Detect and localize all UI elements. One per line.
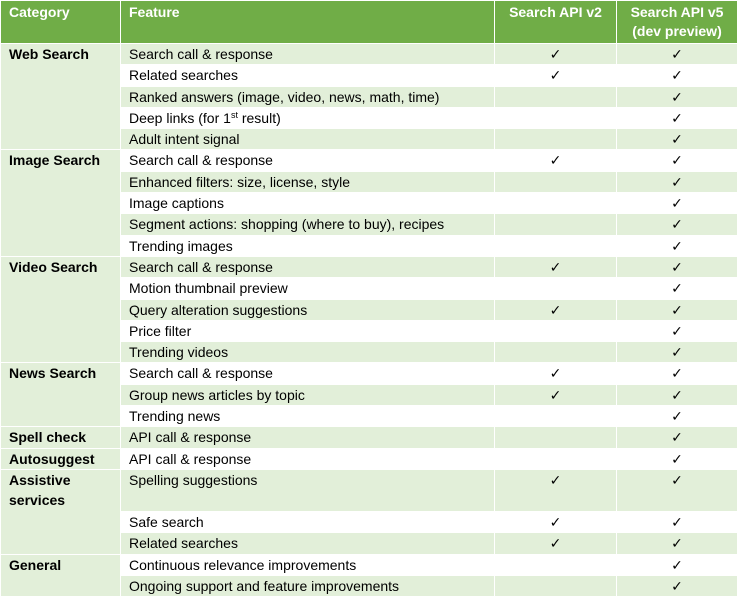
feature-cell: Group news articles by topic [121,384,495,405]
checkmark-icon: ✓ [671,173,683,190]
support-v2-cell [495,575,617,596]
category-cell [1,427,121,448]
support-v5-cell [617,406,737,427]
checkmark-icon: ✓ [549,365,562,382]
support-v5-cell [617,384,737,405]
category-label: Video Search [9,258,98,275]
checkmark-icon: ✓ [671,67,683,84]
feature-cell: Image captions [121,193,495,214]
support-v5-cell [617,575,737,596]
support-v5-cell [617,320,737,341]
checkmark-icon: ✓ [671,280,683,297]
support-v5-cell [617,107,737,128]
category-cell [1,256,121,362]
checkmark-icon: ✓ [671,365,683,382]
feature-cell: API call & response [121,427,495,448]
support-v5-cell [617,235,737,256]
support-v5-cell [617,256,737,277]
support-v5-cell [617,554,737,575]
feature-cell: Continuous relevance improvements [121,554,495,575]
support-v5-cell [617,150,737,171]
support-v5-cell [617,86,737,107]
category-label: Autosuggest [9,450,95,467]
feature-cell: Ongoing support and feature improvements [121,575,495,596]
checkmark-icon: ✓ [671,471,683,488]
category-label: Web Search [9,46,89,62]
superscript: st [230,109,238,120]
support-v2-cell [495,427,617,448]
category-label: Image Search [9,152,101,169]
feature-cell: Trending images [121,235,495,256]
feature-cell [121,107,495,128]
support-v5-cell [617,342,737,363]
category-label: Assistive [9,471,71,488]
checkmark-icon: ✓ [671,46,683,62]
table-row [1,256,737,277]
feature-text: Deep links (for 1 [129,109,231,126]
checkmark-icon: ✓ [671,152,683,169]
category-cell [1,469,121,554]
checkmark-icon: ✓ [671,386,683,403]
support-v5-cell [617,511,737,532]
feature-cell: Motion thumbnail preview [121,278,495,299]
checkmark-icon: ✓ [671,450,683,467]
header-search-api-v2: Search API v2 [495,1,617,44]
checkmark-icon: ✓ [671,429,683,446]
feature-cell: Search call & response [121,150,495,171]
feature-cell: Search call & response [121,256,495,277]
table-body [1,44,737,597]
header-v5-line1: Search API v5 [630,4,724,20]
support-v5-cell [617,533,737,554]
checkmark-icon: ✓ [671,109,683,126]
checkmark-icon: ✓ [549,386,562,403]
checkmark-icon: ✓ [671,195,683,212]
category-label: General [9,556,62,573]
support-v2-cell [495,448,617,469]
support-v2-cell [495,65,617,86]
support-v5-cell [617,65,737,86]
support-v2-cell [495,44,617,65]
support-v2-cell [495,363,617,384]
checkmark-icon: ✓ [549,258,562,275]
checkmark-icon: ✓ [549,471,562,488]
category-cell [1,448,121,469]
support-v2-cell [495,384,617,405]
category-label: News Search [9,365,97,382]
category-cell [1,363,121,427]
checkmark-icon: ✓ [671,131,683,148]
checkmark-icon: ✓ [549,152,562,169]
support-v5-cell [617,448,737,469]
feature-cell: Search call & response [121,44,495,65]
support-v5-cell [617,299,737,320]
header-category: Category [1,1,121,44]
checkmark-icon: ✓ [549,301,562,318]
support-v5-cell [617,278,737,299]
checkmark-icon: ✓ [671,577,683,594]
feature-cell: Trending videos [121,342,495,363]
feature-cell: API call & response [121,448,495,469]
checkmark-icon: ✓ [549,513,562,530]
checkmark-icon: ✓ [671,344,683,361]
checkmark-icon: ✓ [549,67,562,84]
feature-cell: Spelling suggestions [121,469,495,511]
feature-cell: Enhanced filters: size, license, style [121,171,495,192]
checkmark-icon: ✓ [671,535,683,552]
support-v5-cell [617,193,737,214]
checkmark-icon: ✓ [671,237,683,254]
checkmark-icon: ✓ [671,513,683,530]
feature-cell: Related searches [121,533,495,554]
feature-cell: Related searches [121,65,495,86]
checkmark-icon: ✓ [671,88,683,105]
support-v2-cell [495,469,617,511]
category-cell [1,44,121,150]
checkmark-icon: ✓ [671,322,683,339]
checkmark-icon: ✓ [671,408,683,425]
support-v2-cell [495,342,617,363]
feature-text: result) [237,109,281,126]
support-v2-cell [495,511,617,532]
category-cell [1,554,121,597]
support-v5-cell [617,214,737,235]
category-cell [1,150,121,256]
category-label: services [9,491,66,508]
support-v2-cell [495,214,617,235]
support-v2-cell [495,299,617,320]
support-v5-cell [617,129,737,150]
support-v5-cell [617,44,737,65]
header-v5-line2: (dev preview) [632,23,722,39]
support-v2-cell [495,193,617,214]
checkmark-icon: ✓ [671,556,683,573]
support-v2-cell [495,86,617,107]
feature-cell: Ranked answers (image, video, news, math, time) [121,86,495,107]
table-row [1,469,737,511]
feature-cell: Adult intent signal [121,129,495,150]
support-v5-cell [617,171,737,192]
header-search-api-v5 [617,1,737,44]
table-row [1,427,737,448]
support-v2-cell [495,406,617,427]
category-label: Spell check [9,429,87,446]
support-v2-cell [495,554,617,575]
feature-cell: Search call & response [121,363,495,384]
support-v2-cell [495,107,617,128]
table-row [1,448,737,469]
checkmark-icon: ✓ [549,535,562,552]
table-row [1,363,737,384]
support-v2-cell [495,533,617,554]
feature-cell: Trending news [121,406,495,427]
support-v2-cell [495,256,617,277]
checkmark-icon: ✓ [671,258,683,275]
feature-cell: Query alteration suggestions [121,299,495,320]
support-v5-cell [617,363,737,384]
support-v2-cell [495,320,617,341]
checkmark-icon: ✓ [549,46,562,62]
header-row [1,1,737,44]
support-v2-cell [495,150,617,171]
support-v2-cell [495,129,617,150]
header-feature: Feature [121,1,495,44]
table-row [1,44,737,65]
feature-cell: Segment actions: shopping (where to buy), recipes [121,214,495,235]
table-row [1,554,737,575]
support-v2-cell [495,278,617,299]
checkmark-icon: ✓ [671,216,683,233]
support-v5-cell [617,469,737,511]
support-v2-cell [495,235,617,256]
checkmark-icon: ✓ [671,301,683,318]
table-row [1,150,737,171]
support-v2-cell [495,171,617,192]
support-v5-cell [617,427,737,448]
feature-cell: Price filter [121,320,495,341]
feature-cell: Safe search [121,511,495,532]
